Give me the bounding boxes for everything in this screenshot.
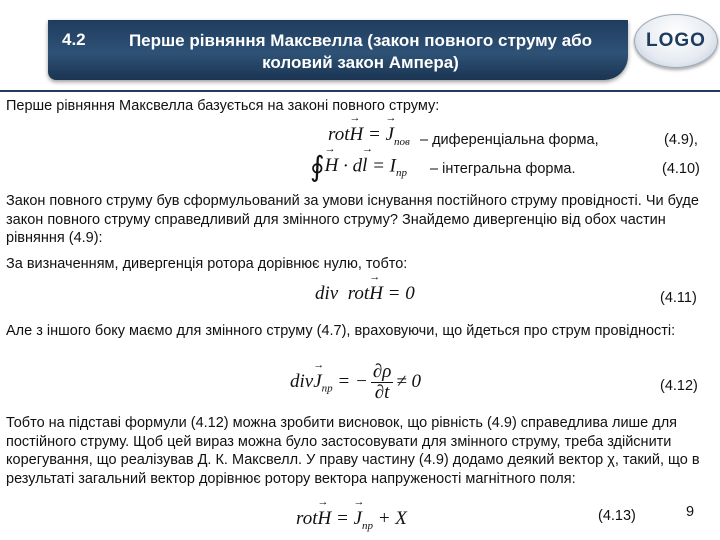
eq-4-9-number: (4.9),: [664, 132, 698, 148]
paragraph-2: Але з іншого боку маємо для змінного струму (4.7), враховуючи, що йдеться про струм провідності:: [6, 323, 676, 339]
title-panel: [48, 20, 628, 80]
eq-4-13-number: (4.13): [598, 508, 636, 524]
page-number: 9: [686, 504, 695, 520]
eq-4-12-tail: ≠ 0: [396, 370, 422, 392]
eq-4-13-sub: пр: [361, 519, 373, 532]
eq-4-12-sub: пр: [321, 382, 333, 395]
equation-4-9: rot→ H = → $J_{пов}$: [328, 124, 410, 148]
paragraph-3: Тобто на підставі формули (4.12) можна зробити висновок, що рівність (4.9) справедлива лише для постійного струму. Щоб цей вираз можна було застосовувати для змінного струму, треба здійснити корегування, що реалізував Д. К. Максвелл. У праву частину (4.9) додамо деякий вектор χ, такий, що в результаті загальний вектор дорівнює ротору вектора напруженості магнітного поля:: [6, 415, 700, 487]
paragraph-1: Закон повного струму був сформульований за умови існування постійного струму провідності. Чи буде закон повного струму справедливий для змінного струму? Знайдемо дивергенцію від обох частин рівняння (4.9):: [6, 193, 699, 246]
slide-title: Перше рівняння Максвелла (закон повного струму або коловий закон Ампера): [128, 31, 593, 72]
eq-4-10-sub: пр: [396, 167, 408, 180]
eq-4-10-desc: – інтегральна форма.: [430, 161, 576, 177]
eq-4-9-desc: – диференціальна форма,: [420, 132, 599, 148]
eq-4-13-tail: + X: [377, 508, 407, 529]
paragraph-1b: За визначенням, дивергенція ротора дорівнює нулю, тобто:: [6, 256, 408, 272]
eq-4-10-number: (4.10): [662, 161, 700, 177]
equation-4-12: $div\to J_{пр}$ = − $\frac{\partial\rho}{\partial t}$ ≠ 0: [290, 362, 421, 403]
slide-header: [0, 0, 720, 88]
equation-4-10: ∮→ $H \cdot d\to l = I_{пр}$: [310, 150, 407, 184]
equation-4-13: rot→ H = → $J_{пр} + X$: [296, 508, 407, 532]
header-divider: [0, 90, 720, 92]
eq-4-12-denominator: ∂t: [374, 382, 390, 403]
logo-text: LOGO: [646, 30, 706, 51]
equation-4-11: div rot→ H = 0: [315, 283, 415, 305]
eq-4-12-numerator: ∂ρ: [372, 361, 392, 382]
eq-4-9-sub: пов: [393, 135, 410, 148]
intro-text: Перше рівняння Максвелла базується на законі повного струму:: [6, 98, 440, 114]
eq-4-11-number: (4.11): [660, 290, 697, 306]
section-number: 4.2: [62, 30, 86, 49]
eq-4-12-number: (4.12): [660, 378, 698, 394]
logo: [634, 14, 718, 68]
